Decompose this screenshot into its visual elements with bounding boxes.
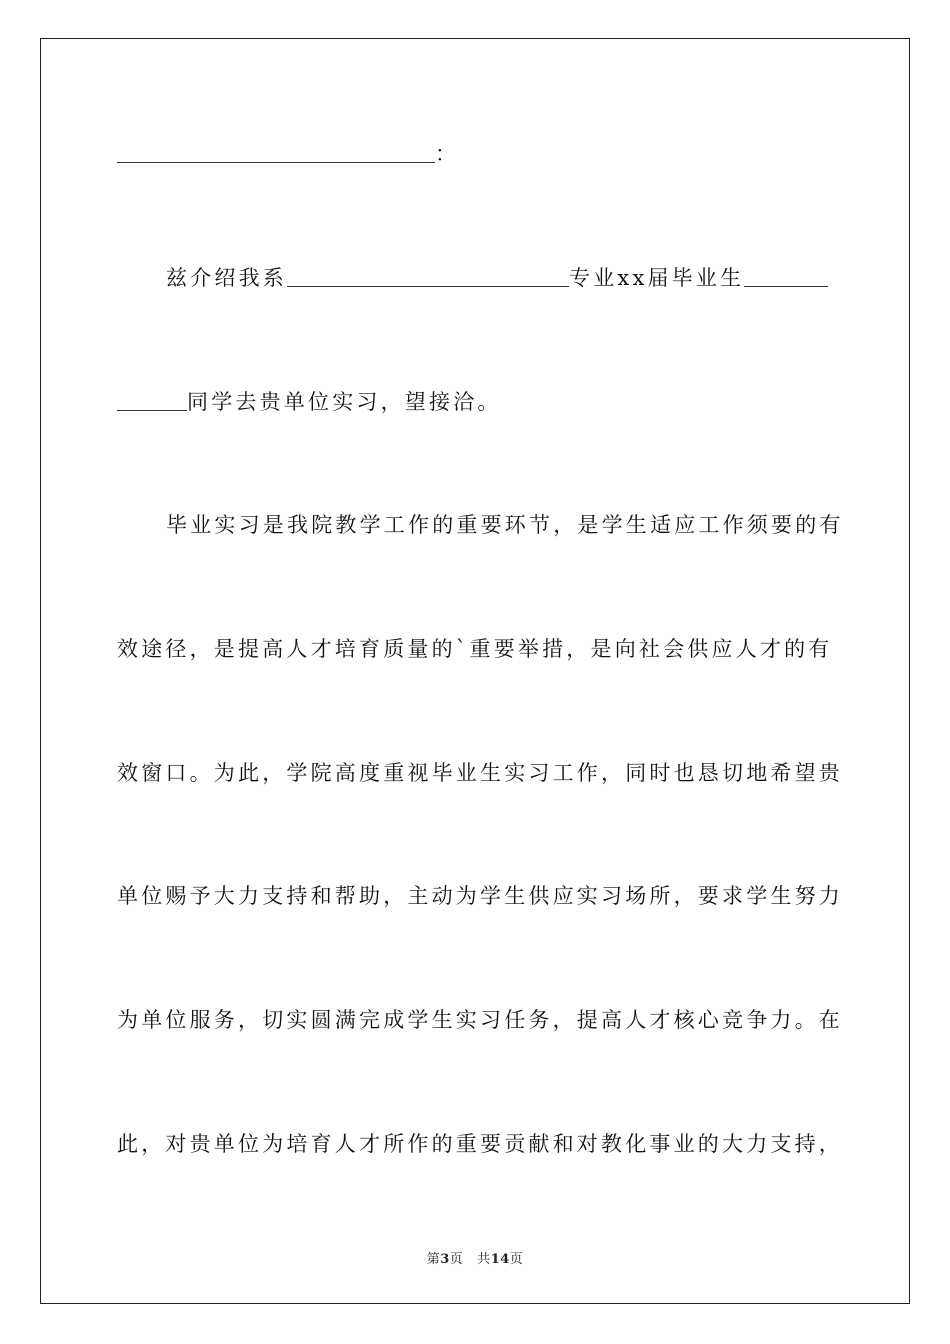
salutation-line (117, 138, 459, 168)
intro-text-1: 兹介绍我系 (166, 266, 287, 290)
total-page-count: 14 (490, 1252, 510, 1267)
intro-line-2 (117, 386, 502, 416)
total-prefix: 共 (477, 1252, 491, 1267)
page-border (40, 38, 910, 1304)
intro-text-3: 同学去贵单位实习，望接洽。 (187, 390, 502, 414)
salutation-colon: ： (435, 142, 460, 166)
student-name-blank-2 (117, 388, 187, 411)
page-footer (0, 1248, 950, 1267)
intro-text-2: 专业xx届毕业生 (569, 266, 745, 290)
page-suffix: 页 (449, 1252, 464, 1267)
recipient-blank (117, 140, 435, 163)
body-line: 毕业实习是我院教学工作的重要环节，是学生适应工作须要的有 (166, 513, 844, 537)
intro-line-1 (166, 262, 828, 292)
major-blank (287, 264, 569, 287)
body-line: 效途径，是提高人才培育质量的`重要举措，是向社会供应人才的有 (117, 637, 833, 661)
current-page-number: 3 (440, 1252, 450, 1267)
body-line: 为单位服务，切实圆满完成学生实习任务，提高人才核心竞争力。在 (117, 1008, 843, 1032)
body-line: 效窗口。为此，学院高度重视毕业生实习工作，同时也恳切地希望贵 (117, 761, 843, 785)
body-line: 此，对贵单位为培育人才所作的重要贡献和对教化事业的大力支持， (117, 1132, 843, 1156)
body-line: 单位赐予大力支持和帮助，主动为学生供应实习场所，要求学生努力 (117, 884, 843, 908)
page-prefix: 第 (426, 1252, 441, 1267)
total-suffix: 页 (509, 1252, 524, 1267)
student-name-blank-1 (744, 264, 828, 287)
